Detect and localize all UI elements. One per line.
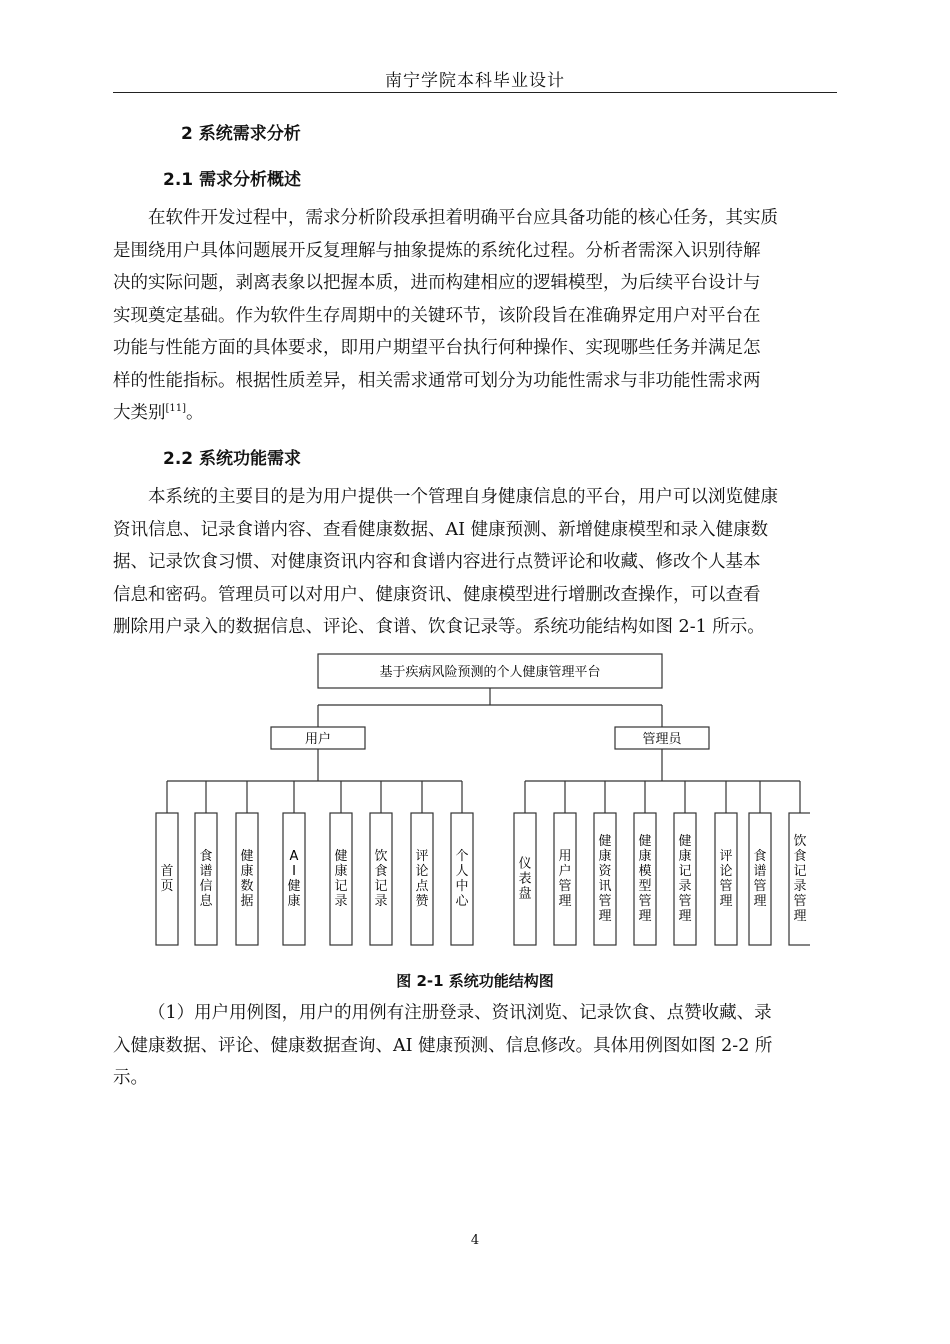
admin-module-1 xyxy=(514,813,536,945)
admin-module-3 xyxy=(594,813,616,945)
text-line: 决的实际问题，剥离表象以把握本质，进而构建相应的逻辑模型，为后续平台设计与 xyxy=(113,273,761,293)
paragraph-usecase xyxy=(113,997,837,1095)
admin-module-label: 健康资讯管理 xyxy=(598,834,612,924)
text-line: 示。 xyxy=(113,1068,148,1088)
user-module-7 xyxy=(411,813,433,945)
user-node xyxy=(271,727,365,749)
admin-module-6 xyxy=(715,813,737,945)
text-fragment: 。 xyxy=(186,403,204,423)
section-2-heading: 2 系统需求分析 xyxy=(181,124,301,144)
text-line: 删除用户录入的数据信息、评论、食谱、饮食记录等。系统功能结构如图 2-1 所示。 xyxy=(113,617,765,637)
running-header: 南宁学院本科毕业设计 xyxy=(385,71,565,91)
section-2-1-heading: 2.1 需求分析概述 xyxy=(163,170,302,190)
connector-lines xyxy=(167,688,800,813)
text-fragment: 大类别 xyxy=(113,403,166,423)
admin-module-label: 用户管理 xyxy=(558,849,572,909)
user-module-3 xyxy=(236,813,258,945)
admin-module-2 xyxy=(554,813,576,945)
text-line: 功能与性能方面的具体要求，即用户期望平台执行何种操作、实现哪些任务并满足怎 xyxy=(113,338,761,358)
text-line: 实现奠定基础。作为软件生存周期中的关键环节，该阶段旨在准确界定用户对平台在 xyxy=(113,305,761,326)
admin-module-label: 健康模型管理 xyxy=(638,834,652,924)
admin-node-label: 管理员 xyxy=(642,732,682,747)
admin-module-label: 仪表盘 xyxy=(518,856,532,902)
admin-module-label: 评论管理 xyxy=(719,849,733,909)
text-line: 在软件开发过程中，需求分析阶段承担着明确平台应具备功能的核心任务，其实质 xyxy=(148,208,778,228)
admin-module-8 xyxy=(789,813,810,945)
admin-node xyxy=(615,727,709,749)
root-node-label: 基于疾病风险预测的个人健康管理平台 xyxy=(379,665,601,680)
text-line: （1）用户用例图，用户的用例有注册登录、资讯浏览、记录饮食、点赞收藏、录 xyxy=(148,1003,772,1023)
page-number: 4 xyxy=(470,1233,480,1248)
admin-module-7 xyxy=(749,813,771,945)
section-2-2-heading: 2.2 系统功能需求 xyxy=(163,449,302,469)
user-module-label: 食谱信息 xyxy=(199,849,213,909)
text-line-last xyxy=(113,397,837,430)
user-module-label: 健康记录 xyxy=(334,849,348,909)
paragraph-functional-requirements xyxy=(113,481,837,644)
admin-module-label: 饮食记录管理 xyxy=(793,834,807,924)
user-module-8 xyxy=(451,813,473,945)
module-boxes xyxy=(156,813,810,945)
user-module-label: 饮食记录 xyxy=(374,849,388,909)
paragraph-requirements-overview xyxy=(113,202,837,430)
user-module-label: 个人中心 xyxy=(455,849,469,909)
admin-module-5 xyxy=(674,813,696,945)
root-node xyxy=(318,654,662,688)
figure-caption: 图 2-1 系统功能结构图 xyxy=(396,972,554,990)
user-module-label: 评论点赞 xyxy=(415,849,429,909)
text-line: 是围绕用户具体问题展开反复理解与抽象提炼的系统化过程。分析者需深入识别待解 xyxy=(113,240,761,261)
user-node-label: 用户 xyxy=(304,732,332,747)
user-module-5 xyxy=(330,813,352,945)
function-structure-diagram xyxy=(150,650,810,955)
user-module-4 xyxy=(283,813,305,945)
user-module-1 xyxy=(156,813,178,945)
citation: [11] xyxy=(165,403,187,414)
admin-module-4 xyxy=(634,813,656,945)
text-line: 据、记录饮食习惯、对健康资讯内容和食谱内容进行点赞评论和收藏、修改个人基本 xyxy=(113,552,761,572)
text-line: 入健康数据、评论、健康数据查询、AI 健康预测、信息修改。具体用例图如图 2-2 所 xyxy=(113,1035,773,1056)
admin-module-label: 健康记录管理 xyxy=(678,834,692,924)
user-module-label: 健康数据 xyxy=(240,849,254,909)
user-module-label: 首页 xyxy=(160,864,174,894)
text-line: 样的性能指标。根据性质差异，相关需求通常可划分为功能性需求与非功能性需求两 xyxy=(113,370,761,391)
user-module-2 xyxy=(195,813,217,945)
text-line: 本系统的主要目的是为用户提供一个管理自身健康信息的平台，用户可以浏览健康 xyxy=(148,487,778,507)
admin-module-label: 食谱管理 xyxy=(753,849,767,909)
user-module-6 xyxy=(370,813,392,945)
header-rule xyxy=(113,92,837,93)
text-line: 资讯信息、记录食谱内容、查看健康数据、AI 健康预测、新增健康模型和录入健康数 xyxy=(113,519,769,540)
text-line: 信息和密码。管理员可以对用户、健康资讯、健康模型进行增删改查操作，可以查看 xyxy=(113,584,761,605)
user-module-label: A I 健康 xyxy=(287,849,301,909)
